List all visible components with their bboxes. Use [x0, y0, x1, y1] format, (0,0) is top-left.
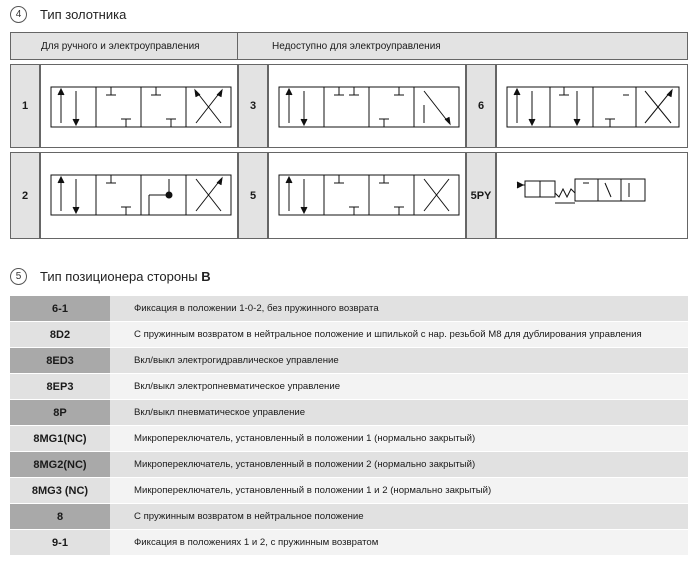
spool-symbol-5 — [269, 153, 467, 240]
spool-symbol-3 — [269, 65, 467, 149]
positioner-code: 8ED3 — [10, 348, 110, 373]
spool-number: 5PY — [466, 152, 496, 239]
spool-number: 6 — [466, 64, 496, 148]
positioner-code: 8EP3 — [10, 374, 110, 399]
positioner-description: С пружинным возвратом в нейтральное положение и шпилькой с нар. резьбой M8 для дублирования управления — [110, 322, 688, 347]
table-row — [10, 348, 688, 374]
positioner-code: 8D2 — [10, 322, 110, 347]
spool-number: 5 — [238, 152, 268, 239]
section-title: Тип золотника — [40, 7, 127, 22]
spool-diagram-5py — [496, 152, 688, 239]
spool-diagram-3 — [268, 64, 466, 148]
positioner-description: Микропереключатель, установленный в положении 1 (нормально закрытый) — [110, 426, 688, 451]
spool-number: 3 — [238, 64, 268, 148]
spool-symbol-5py — [497, 153, 689, 240]
spool-symbol-2 — [41, 153, 239, 240]
positioner-code: 8MG1(NC) — [10, 426, 110, 451]
section-number: 5 — [10, 268, 27, 285]
positioner-description: Вкл/выкл электропневматическое управление — [110, 374, 688, 399]
table-row — [10, 296, 688, 322]
table-row — [10, 322, 688, 348]
spool-number: 2 — [10, 152, 40, 239]
spool-diagram-2 — [40, 152, 238, 239]
positioner-description: Вкл/выкл пневматическое управление — [110, 400, 688, 425]
table-row — [10, 452, 688, 478]
spool-type-table — [10, 32, 688, 239]
table-row — [10, 478, 688, 504]
positioner-description: С пружинным возвратом в нейтральное положение — [110, 504, 688, 529]
spool-symbol-6 — [497, 65, 689, 149]
table-row — [10, 374, 688, 400]
positioner-code: 8MG3 (NC) — [10, 478, 110, 503]
positioner-description: Вкл/выкл электрогидравлическое управление — [110, 348, 688, 373]
positioner-table — [10, 296, 688, 556]
positioner-code: 9-1 — [10, 530, 110, 555]
section-number: 4 — [10, 6, 27, 23]
header-not-electric — [237, 32, 688, 60]
positioner-code: 8MG2(NC) — [10, 452, 110, 477]
positioner-description: Микропереключатель, установленный в положении 2 (нормально закрытый) — [110, 452, 688, 477]
spool-number: 1 — [10, 64, 40, 148]
table-row — [10, 530, 688, 556]
positioner-description: Фиксация в положении 1-0-2, без пружинного возврата — [110, 296, 688, 321]
header-label: Для ручного и электроуправления — [41, 40, 200, 52]
spool-symbol-1 — [41, 65, 239, 149]
positioner-code: 6-1 — [10, 296, 110, 321]
section-title — [40, 269, 211, 284]
table-row — [10, 400, 688, 426]
positioner-code: 8P — [10, 400, 110, 425]
header-label: Недоступно для электроуправления — [272, 40, 441, 52]
spool-diagram-6 — [496, 64, 688, 148]
section-5-heading — [10, 268, 211, 285]
positioner-description: Фиксация в положениях 1 и 2, с пружинным возвратом — [110, 530, 688, 555]
section-title-text: Тип позиционера стороны — [40, 269, 198, 284]
spool-diagram-1 — [40, 64, 238, 148]
positioner-description: Микропереключатель, установленный в положении 1 и 2 (нормально закрытый) — [110, 478, 688, 503]
header-manual-electric — [10, 32, 238, 60]
table-row — [10, 504, 688, 530]
positioner-code: 8 — [10, 504, 110, 529]
section-title-bold: B — [201, 269, 211, 284]
table-row — [10, 426, 688, 452]
section-4-heading — [10, 6, 126, 23]
spool-diagram-5 — [268, 152, 466, 239]
